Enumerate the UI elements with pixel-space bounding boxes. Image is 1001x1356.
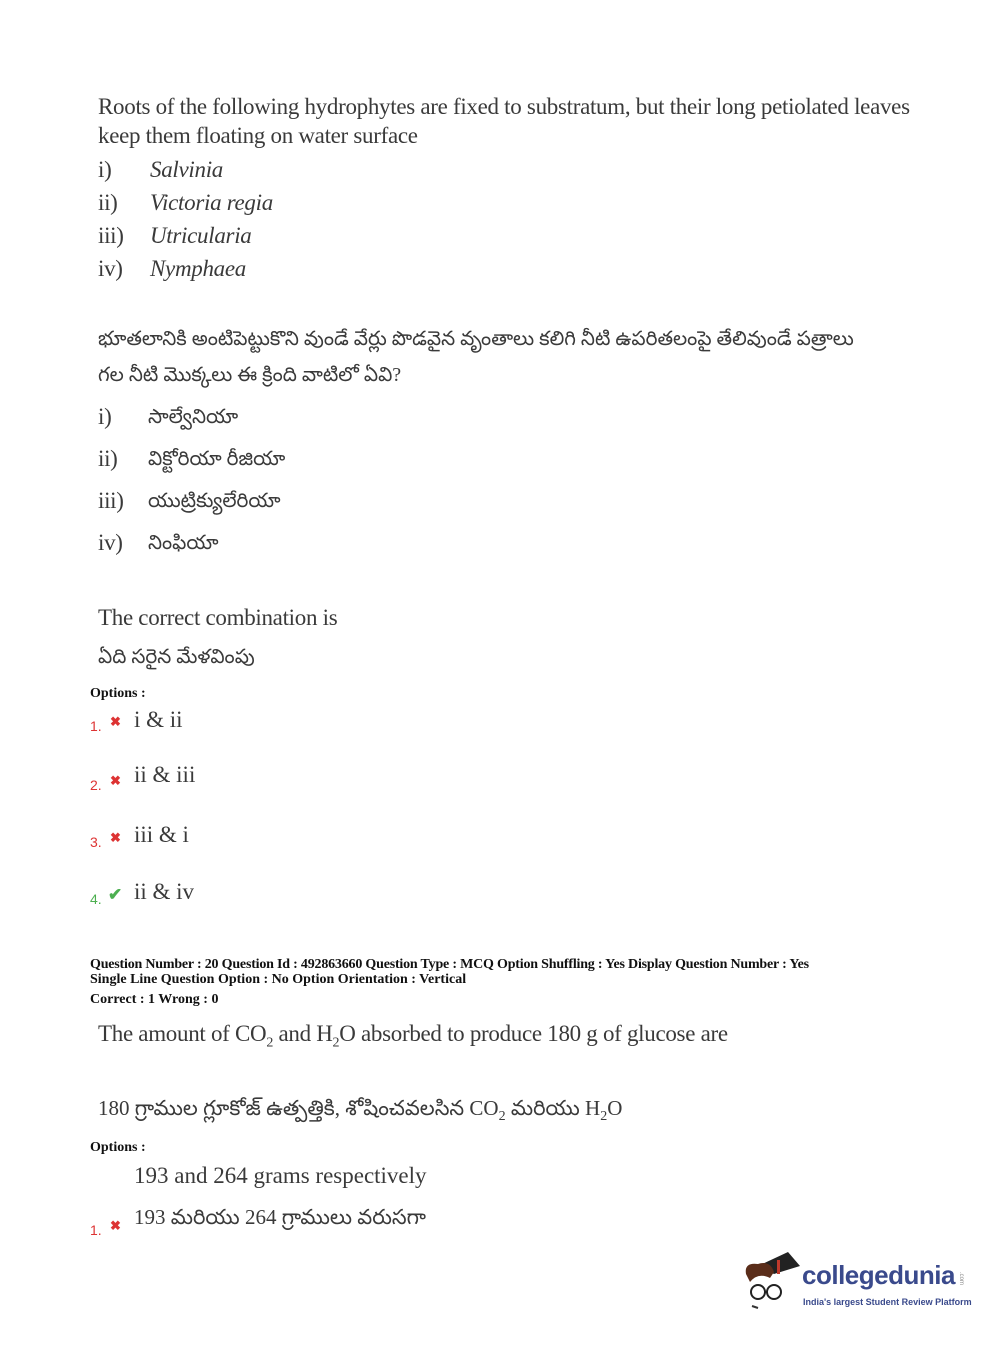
text: O	[607, 1096, 623, 1120]
option-number: 2.	[90, 777, 102, 793]
wrong-icon: ✖	[110, 714, 121, 729]
item-number: iv)	[98, 530, 123, 555]
wrong-icon: ✖	[110, 773, 121, 788]
collegedunia-logo	[740, 1248, 980, 1318]
item-text: Utricularia	[150, 223, 252, 248]
correct-check-icon: ✔	[108, 885, 123, 904]
subscript: 2	[600, 1109, 608, 1125]
item-number: iii)	[98, 488, 124, 513]
subscript: 2	[266, 1035, 274, 1051]
item-text: Nymphaea	[150, 256, 246, 281]
wrong-icon: ✖	[110, 1218, 121, 1233]
logo-name: collegedunia	[802, 1260, 955, 1290]
text: మరియు H	[505, 1096, 601, 1120]
item-text: విక్టోరియా రీజియా	[148, 448, 286, 470]
question-text-line: Roots of the following hydrophytes are fixed to substratum, but their long petiolated leaves	[98, 94, 910, 119]
question-metadata: Single Line Question Option : No Option Orientation : Vertical	[90, 972, 467, 987]
option-number: 3.	[90, 834, 102, 850]
logo-com: .com	[958, 1272, 964, 1286]
mascot-icon	[740, 1248, 802, 1310]
item-text: Victoria regia	[150, 190, 273, 215]
option-number: 1.	[90, 1222, 102, 1238]
text: O absorbed to produce 180 g of glucose are	[339, 1021, 728, 1046]
telugu-question-text	[98, 1096, 622, 1126]
question-metadata: Question Number : 20 Question Id : 492863660 Question Type : MCQ Option Shuffling : Yes Display Question Number : Yes	[90, 957, 809, 972]
option-text: ii & iii	[134, 762, 196, 787]
telugu-question-line: భూతలానికి అంటిపెట్టుకొని వుండే వేర్లు పొడవైన వృంతాలు కలిగి నీటి ఉపరితలంపై తేలివుండే పత్రాలు	[98, 328, 854, 350]
subscript: 2	[498, 1109, 506, 1125]
score-info: Correct : 1 Wrong : 0	[90, 992, 219, 1007]
wrong-icon: ✖	[110, 830, 121, 845]
item-text: యుట్రిక్యులేరియా	[148, 490, 281, 512]
option-text: i & ii	[134, 707, 183, 732]
item-number: iii)	[98, 223, 124, 248]
option-text: iii & i	[134, 822, 189, 847]
item-text: నింఫియా	[148, 532, 219, 554]
question-text-line: keep them floating on water surface	[98, 123, 418, 148]
question-text	[98, 1021, 728, 1052]
item-number: ii)	[98, 190, 118, 215]
item-number: iv)	[98, 256, 123, 281]
combination-text: The correct combination is	[98, 605, 338, 630]
item-text: సాల్వేనియా	[148, 406, 239, 428]
option-number: 1.	[90, 718, 102, 734]
logo-tagline: India's largest Student Review Platform	[803, 1297, 972, 1307]
text: and H	[273, 1021, 333, 1046]
text: 180 గ్రాముల గ్లూకోజ్ ఉత్పత్తికి, శోషించవలసిన CO	[98, 1096, 499, 1120]
text: The amount of CO	[98, 1021, 267, 1046]
options-label: Options :	[90, 686, 146, 701]
subscript: 2	[332, 1035, 340, 1051]
option-text-telugu: 193 మరియు 264 గ్రాములు వరుసగా	[134, 1205, 427, 1229]
combination-text-telugu: ఏది సరైన మేళవింపు	[98, 646, 255, 668]
option-text: 193 and 264 grams respectively	[134, 1163, 427, 1188]
option-number: 4.	[90, 891, 102, 907]
item-number: i)	[98, 404, 112, 429]
option-text: ii & iv	[134, 879, 195, 904]
item-number: ii)	[98, 446, 118, 471]
item-text: Salvinia	[150, 157, 223, 182]
item-number: i)	[98, 157, 112, 182]
telugu-question-line: గల నీటి మొక్కలు ఈ క్రింది వాటిలో ఏవి?	[98, 364, 402, 386]
options-label: Options :	[90, 1140, 146, 1155]
